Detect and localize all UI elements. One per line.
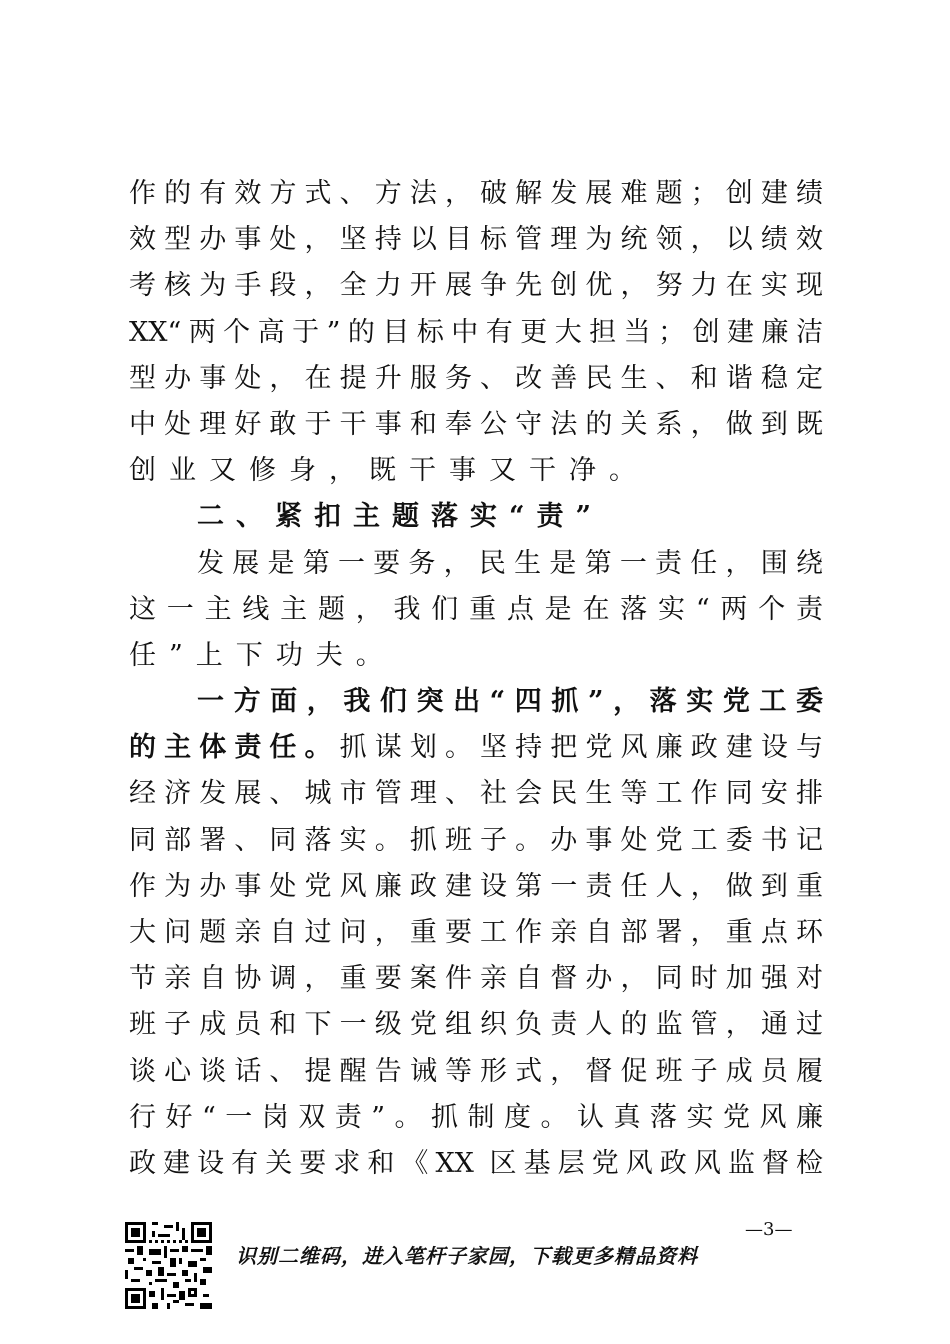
paragraph-line bbox=[129, 725, 823, 771]
paragraph-line: 作为办事处党风廉政建设第一责任人，做到重 bbox=[129, 870, 823, 902]
paragraph-line: 政建设有关要求和《XX 区基层党风政风监督检 bbox=[129, 1147, 823, 1179]
qr-code-icon[interactable] bbox=[125, 1222, 212, 1309]
bold-lead-line: 一方面，我们突出“四抓”，落实党工委 bbox=[197, 686, 823, 718]
paragraph-line: 作的有效方式、方法，破解发展难题；创建绩 bbox=[129, 178, 823, 209]
paragraph-line: 谈心谈话、提醒告诫等形式，督促班子成员履 bbox=[129, 1055, 823, 1087]
paragraph-line: 任”上下功夫。 bbox=[129, 639, 396, 671]
paragraph-line: 经济发展、城市管理、社会民生等工作同安排 bbox=[129, 778, 823, 810]
paragraph-line: 班子成员和下一级党组织负责人的监管，通过 bbox=[129, 1009, 823, 1041]
page-number: —3— bbox=[745, 1219, 793, 1240]
paragraph-line: 型办事处，在提升服务、改善民生、和谐稳定 bbox=[129, 362, 823, 394]
paragraph-line: 节亲自协调，重要案件亲自督办，同时加强对 bbox=[129, 963, 823, 995]
footer-promo-text: 识别二维码，进入笔杆子家园，下载更多精品资料 bbox=[236, 1244, 698, 1268]
body-text bbox=[129, 171, 823, 1187]
paragraph-text: 抓谋划。坚持把党风廉政建设与 bbox=[339, 732, 824, 764]
paragraph-line: 大问题亲自过问，重要工作亲自部署，重点环 bbox=[129, 917, 823, 948]
paragraph-line: XX“两个高于”的目标中有更大担当；创建廉洁 bbox=[129, 316, 823, 348]
paragraph-line: 这一主线主题，我们重点是在落实“两个责 bbox=[129, 593, 823, 625]
paragraph-line: 效型办事处，坚持以目标管理为统领，以绩效 bbox=[129, 224, 823, 256]
section-heading: 二、紧扣主题落实“责” bbox=[197, 501, 604, 533]
paragraph-line: 发展是第一要务，民生是第一责任，围绕 bbox=[197, 547, 823, 579]
paragraph-line: 中处理好敢于干事和奉公守法的关系，做到既 bbox=[129, 408, 823, 440]
bold-lead-text: 的主体责任。 bbox=[129, 732, 340, 764]
paragraph-line: 同部署、同落实。抓班子。办事处党工委书记 bbox=[129, 824, 823, 856]
paragraph-line: 创业又修身，既干事又干净。 bbox=[129, 455, 649, 487]
paragraph-line: 考核为手段，全力开展争先创优，努力在实现 bbox=[129, 270, 823, 302]
paragraph-line: 行好“一岗双责”。抓制度。认真落实党风廉 bbox=[129, 1101, 823, 1133]
